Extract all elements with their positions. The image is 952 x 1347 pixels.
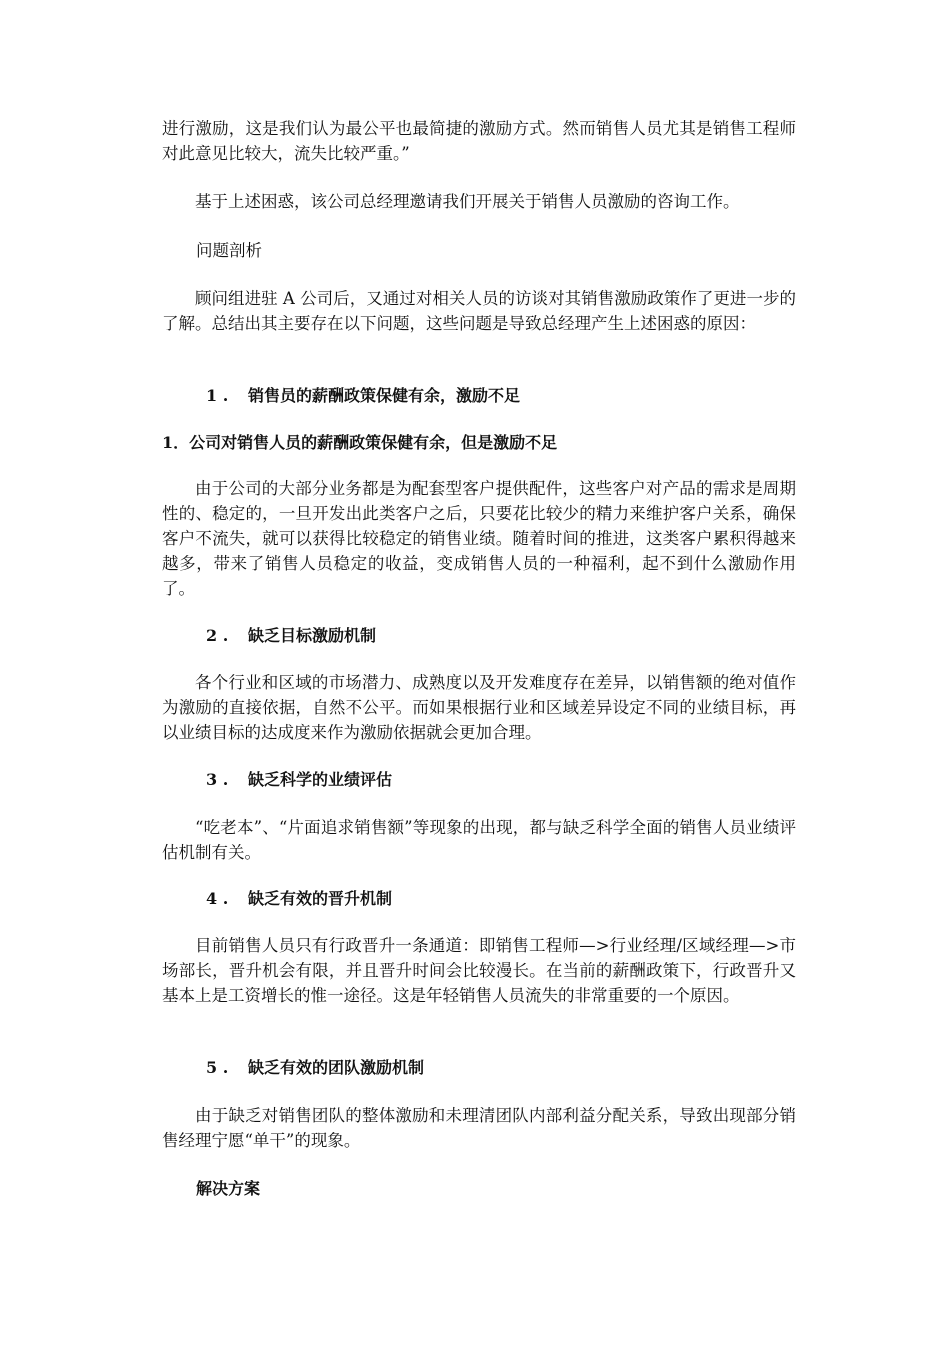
paragraph-intro-continued: 进行激励，这是我们认为最公平也最简捷的激励方式。然而销售人员尤其是销售工程师对此意见比较大，流失比较严重。” [162, 119, 796, 163]
heading-number: 2 . [206, 626, 229, 645]
heading-problem-3 [206, 767, 796, 792]
heading-problem-1 [206, 383, 796, 408]
heading-text: 缺乏有效的团队激励机制 [248, 1058, 425, 1077]
section-heading-analysis: 问题剖析 [196, 241, 262, 260]
heading-problem-4 [206, 886, 796, 911]
heading-number: 1 . [206, 386, 229, 405]
heading-text: 缺乏科学的业绩评估 [248, 770, 393, 789]
section-heading-solution: 解决方案 [196, 1179, 261, 1198]
heading-problem-5 [206, 1055, 796, 1080]
paragraph-problem-4: 目前销售人员只有行政晋升一条通道：即销售工程师—>行业经理/区域经理—>市场部长，晋升机会有限，并且晋升时间会比较漫长。在当前的薪酬政策下，行政晋升又基本上是工资增长的惟一途径。这是年轻销售人员流失的非常重要的一个原因。 [162, 936, 796, 1005]
heading-text: 缺乏有效的晋升机制 [248, 889, 393, 908]
heading-text: 销售员的薪酬政策保健有余，激励不足 [248, 386, 521, 405]
heading-number: 5 . [206, 1058, 229, 1077]
paragraph-problem-5: 由于缺乏对销售团队的整体激励和未理清团队内部利益分配关系，导致出现部分销售经理宁愿“单干”的现象。 [162, 1106, 796, 1150]
paragraph-problem-1: 由于公司的大部分业务都是为配套型客户提供配件，这些客户对产品的需求是周期性的、稳定的，一旦开发出此类客户之后，只要花比较少的精力来维护客户关系，确保客户不流失，就可以获得比较稳定的销售业绩。随着时间的推进，这类客户累积得越来越多，带来了销售人员稳定的收益，变成销售人员的一种福利，起不到什么激励作用了。 [162, 479, 796, 598]
paragraph-problem-2: 各个行业和区域的市场潜力、成熟度以及开发难度存在差异，以销售额的绝对值作为激励的直接依据，自然不公平。而如果根据行业和区域差异设定不同的业绩目标，再以业绩目标的达成度来作为激励依据就会更加合理。 [162, 673, 796, 742]
paragraph-invitation: 基于上述困惑，该公司总经理邀请我们开展关于销售人员激励的咨询工作。 [195, 192, 740, 211]
paragraph-problem-3: “吃老本”、“片面追求销售额”等现象的出现，都与缺乏科学全面的销售人员业绩评估机制有关。 [162, 818, 796, 862]
heading-problem-2 [206, 623, 796, 648]
heading-problem-1-full: 1．公司对销售人员的薪酬政策保健有余，但是激励不足 [162, 433, 558, 452]
heading-number: 4 . [206, 889, 229, 908]
heading-text: 缺乏目标激励机制 [248, 626, 377, 645]
heading-number: 3 . [206, 770, 229, 789]
paragraph-analysis: 顾问组进驻 A 公司后，又通过对相关人员的访谈对其销售激励政策作了更进一步的了解。总结出其主要存在以下问题，这些问题是导致总经理产生上述困惑的原因： [162, 289, 796, 333]
